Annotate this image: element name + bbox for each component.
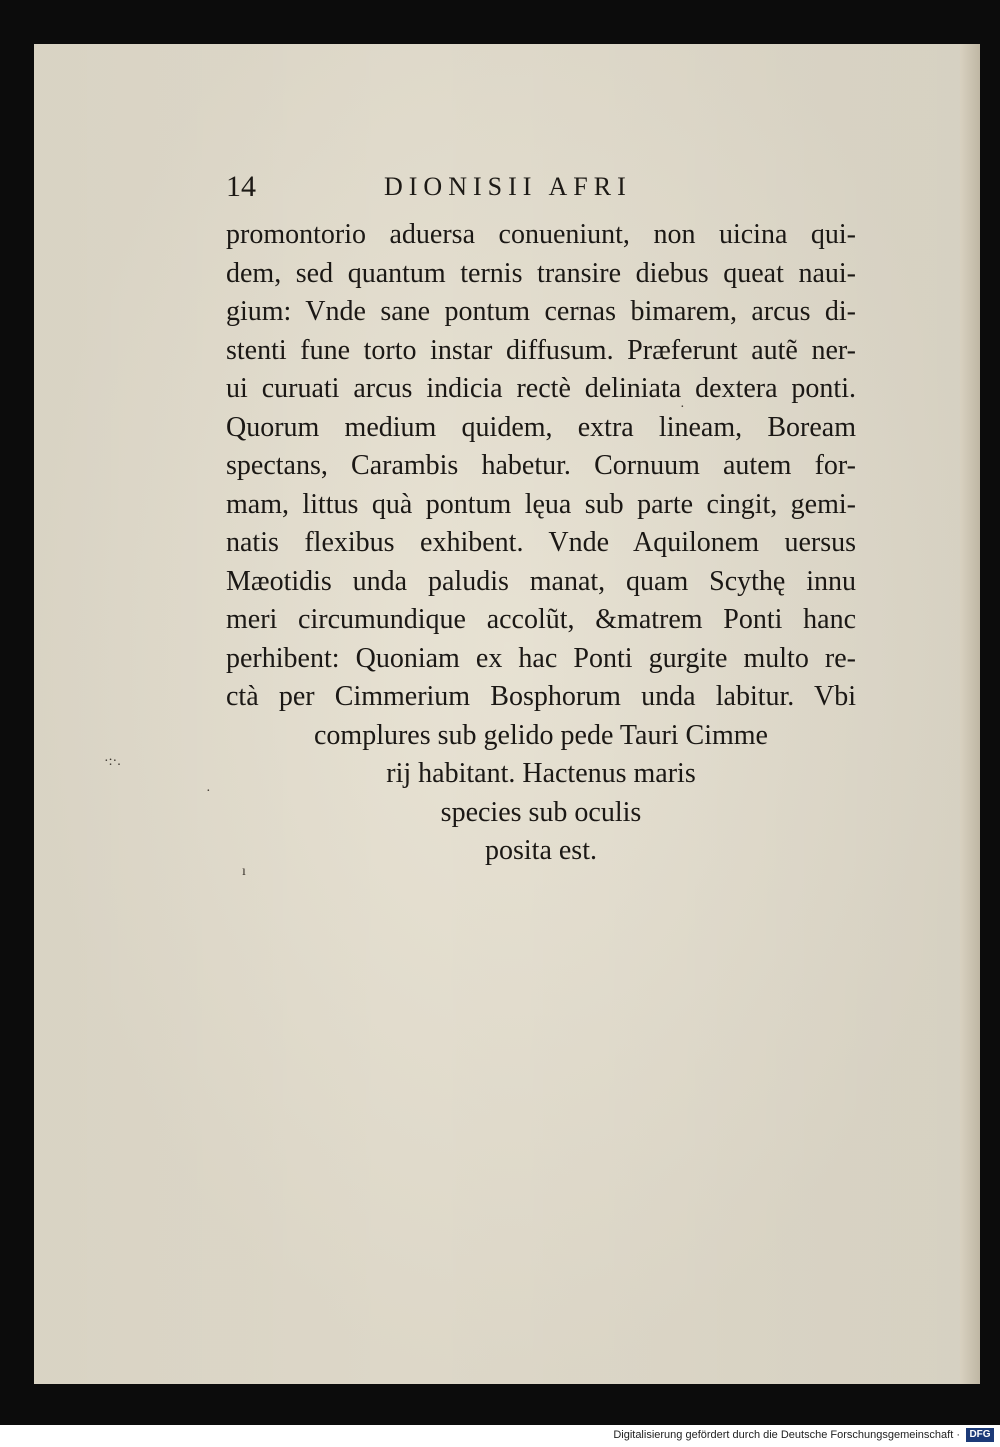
- text-line: natis flexibus exhibent. Vnde Aquilonem uersus: [226, 527, 856, 558]
- margin-speck: ·: [680, 400, 685, 415]
- text-line: complures sub gelido pede Tauri Cimme: [314, 719, 768, 751]
- text-line: Quorum medium quidem, extra lineam, Boream: [226, 411, 856, 443]
- funding-credit: Digitalisierung gefördert durch die Deutsche Forschungsgemeinschaft ·: [613, 1429, 960, 1441]
- text-line: species sub oculis: [440, 796, 642, 828]
- running-title: DIONISII AFRI: [384, 172, 632, 201]
- footer-bar: [0, 1425, 1000, 1447]
- text-line: gium: Vnde sane pontum cernas bimarem, arcus di-: [226, 296, 856, 327]
- margin-speck: ·: [206, 784, 211, 799]
- page-header: [226, 170, 856, 210]
- text-line: ctà per Cimmerium Bosphorum unda labitur. Vbi: [226, 681, 856, 712]
- margin-speck: ı: [242, 864, 246, 879]
- text-line: meri circumundique accolũt, &matrem Ponti hanc: [226, 604, 856, 635]
- text-line: dem, sed quantum ternis transire diebus queat naui-: [226, 257, 856, 289]
- dfg-logo: DFG: [966, 1428, 994, 1442]
- body-text: [226, 216, 866, 871]
- margin-speck: ·:·.: [104, 754, 121, 769]
- text-line: promontorio aduersa conueniunt, non uicina qui-: [226, 219, 856, 250]
- text-line: rij habitant. Hactenus maris: [386, 758, 696, 789]
- text-line: stenti fune torto instar diffusum. Præferunt autẽ ner-: [226, 334, 856, 366]
- text-line: mam, littus quà pontum lęua sub parte cingit, gemi-: [226, 488, 856, 520]
- text-line: perhibent: Quoniam ex hac Ponti gurgite multo re-: [226, 642, 856, 674]
- text-line: spectans, Carambis habetur. Cornuum autem for-: [226, 450, 856, 481]
- text-line: Mæotidis unda paludis manat, quam Scythę innu: [226, 565, 856, 597]
- text-line: posita est.: [485, 835, 597, 866]
- page-edge: [960, 44, 980, 1384]
- text-line: ui curuati arcus indicia rectè deliniata dextera ponti.: [226, 373, 856, 404]
- page-number: 14: [226, 170, 256, 203]
